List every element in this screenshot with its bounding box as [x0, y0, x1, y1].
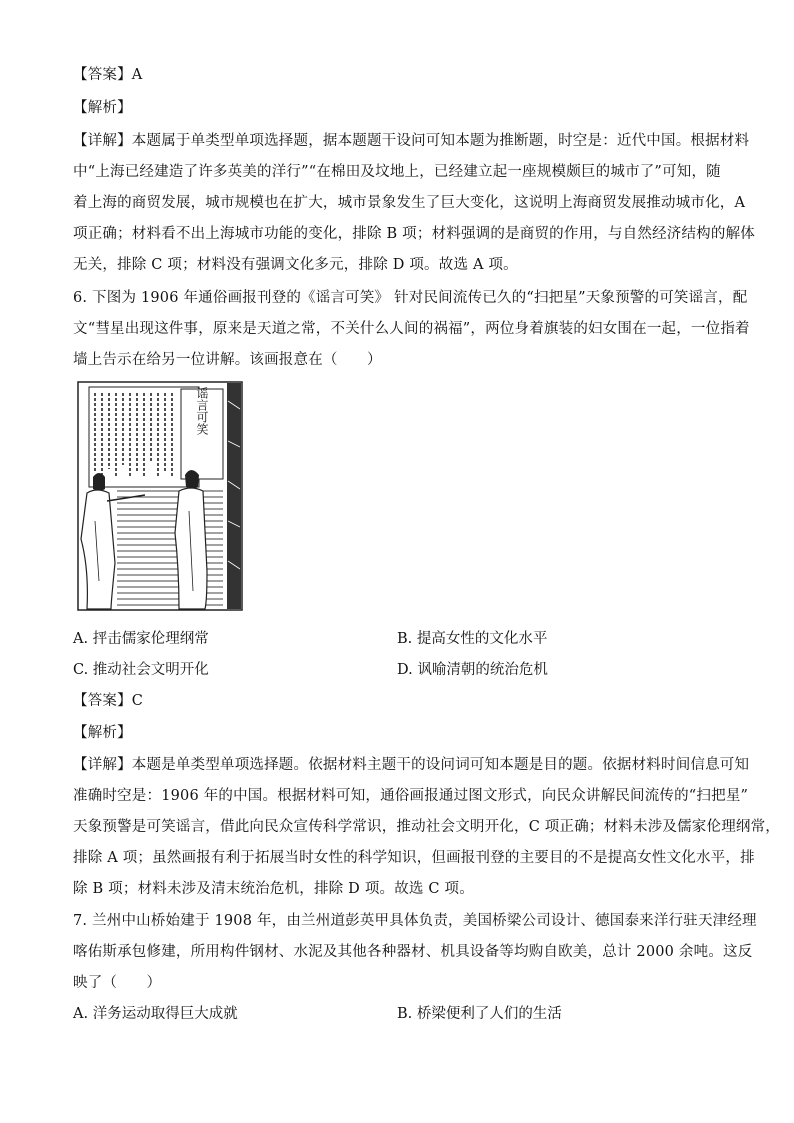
q6-answer: 【答案】C: [73, 693, 144, 709]
q6-stem-line: 6. 下图为 1906 年通俗画报刊登的《谣言可笑》 针对民间流传已久的“扫把星”天象预警的可笑谣言，配: [73, 290, 748, 306]
q7-stem-line: 喀佑斯承包修建，所用构件钢材、水泥及其他各种器材、机具设备等均购自欧美，总计 2000 余吨。这反: [73, 944, 753, 960]
q6-stem-line: 文“彗星出现这件事，原来是天道之常，不关什么人间的祸福”，两位身着旗装的妇女围在一起，一位指着: [73, 321, 750, 337]
q5-analysis-title: 【解析】: [73, 100, 132, 116]
q6-detail-line: 【详解】本题是单类型单项选择题。依据材料主题干的设问词可知本题是目的题。依据材料时间信息可知: [73, 757, 750, 773]
woman-right-figure: [175, 470, 207, 609]
q6-detail-line: 排除 A 项；虽然画报有利于拓展当时女性的科学知识，但画报刊登的主要目的不是提高女性文化水平，排: [73, 850, 755, 866]
q6-detail-line: 天象预警是可笑谣言，借此向民众宣传科学常识，推动社会文明开化，C 项正确；材料未涉及儒家伦理纲常，: [73, 819, 780, 835]
q6-detail-line: 除 B 项；材料未涉及清末统治危机，排除 D 项。故选 C 项。: [73, 881, 474, 897]
q6-analysis-title: 【解析】: [73, 725, 132, 741]
q7-stem-line: 7. 兰州中山桥始建于 1908 年，由兰州道彭英甲具体负责，美国桥梁公司设计、德国泰来洋行驻天津经理: [73, 913, 757, 929]
q5-detail-line: 【详解】本题属于单类型单项选择题，据本题题干设问可知本题为推断题，时空是：近代中国。根据材料: [73, 133, 750, 149]
q6-option-c: C. 推动社会文明开化: [73, 662, 209, 678]
q5-answer: 【答案】A: [73, 67, 143, 83]
q5-detail-line: 无关，排除 C 项；材料没有强调文化多元，排除 D 项。故选 A 项。: [73, 257, 518, 273]
q6-option-a: A. 抨击儒家伦理纲常: [73, 631, 209, 647]
illustration-title: 谣言可笑: [195, 387, 209, 435]
illustration-drawing: [77, 381, 243, 611]
q6-stem-line: 墙上告示在给另一位讲解。该画报意在（ ）: [73, 352, 382, 368]
q6-detail-line: 准确时空是：1906 年的中国。根据材料可知，通俗画报通过图文形式，向民众讲解民间流传的“扫把星”: [73, 788, 749, 804]
q5-detail-line: 着上海的商贸发展，城市规模也在扩大，城市景象发生了巨大变化，这说明上海商贸发展推动城市化，A: [73, 195, 746, 211]
newspaper-illustration: [77, 381, 243, 611]
woman-left-figure: [81, 473, 145, 609]
q5-detail-line: 中“上海已经建造了许多英美的洋行”“在棉田及坟地上，已经建立起一座规模颇巨的城市了”可知，随: [73, 164, 721, 180]
q5-detail-line: 项正确；材料看不出上海城市功能的变化，排除 B 项；材料强调的是商贸的作用，与自然经济结构的解体: [73, 226, 755, 242]
q7-option-a: A. 洋务运动取得巨大成就: [73, 1006, 238, 1022]
q7-option-b: B. 桥梁便利了人们的生活: [397, 1006, 562, 1022]
q6-option-b: B. 提高女性的文化水平: [397, 631, 548, 647]
q7-stem-line: 映了（ ）: [73, 975, 162, 991]
q6-option-d: D. 讽喻清朝的统治危机: [397, 662, 548, 678]
